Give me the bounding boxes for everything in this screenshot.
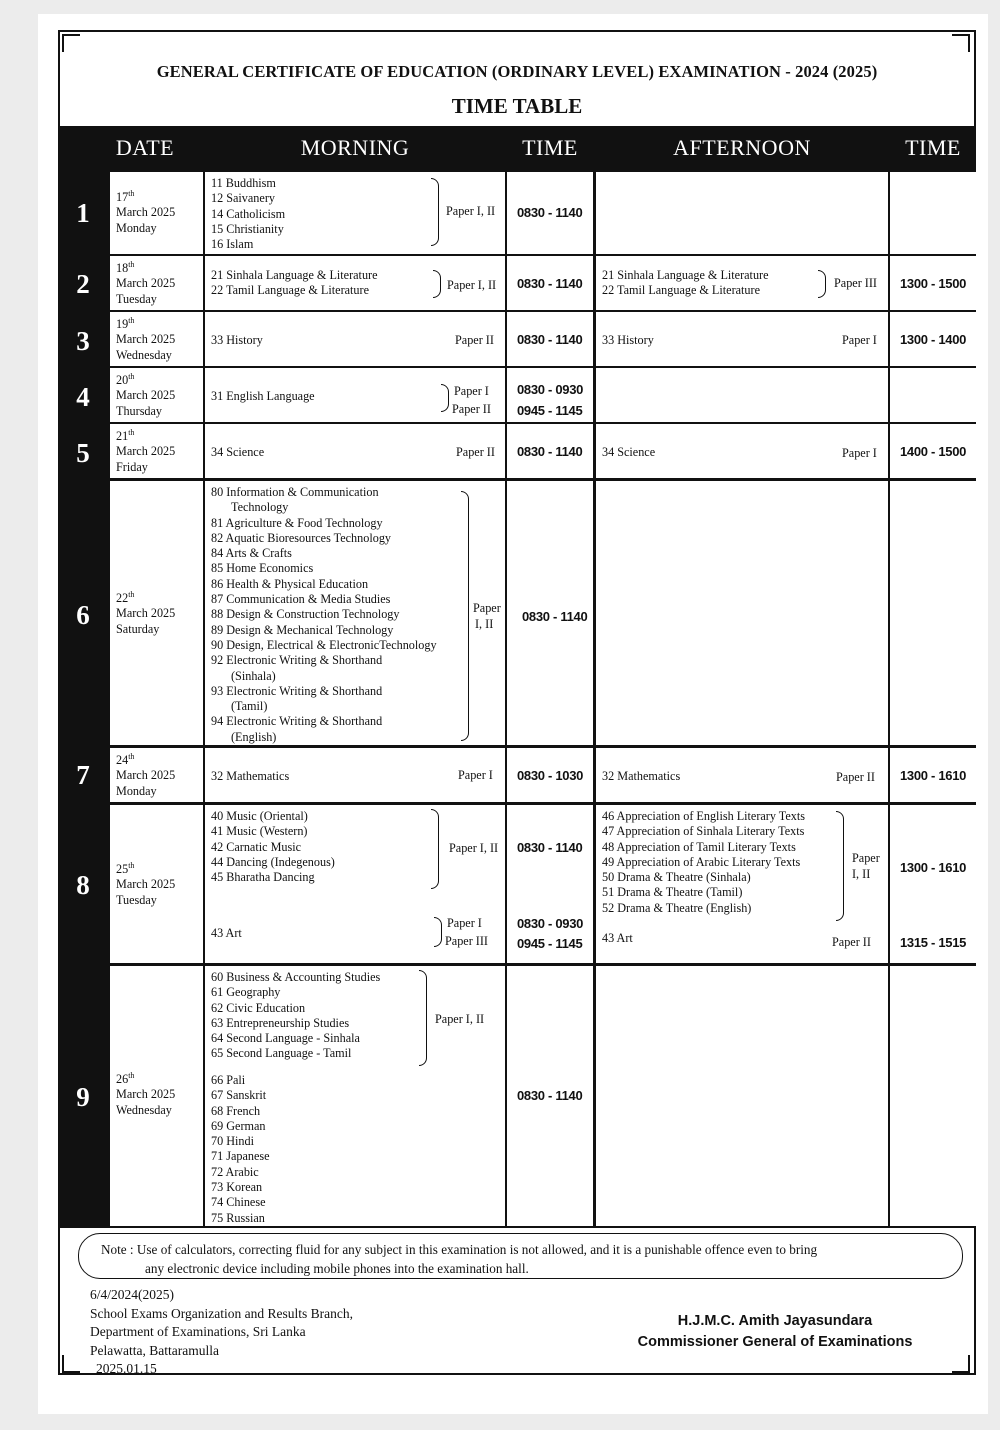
morning-cell: 34 Science Paper II <box>205 424 505 478</box>
paper-label: Paper <box>473 601 501 615</box>
date-cell: 21th March 2025 Friday <box>110 424 203 478</box>
date-cell: 17th March 2025 Monday <box>110 172 203 254</box>
paper-label: Paper III <box>445 934 488 948</box>
date-cell: 20th March 2025 Thursday <box>110 368 203 422</box>
morning-time-cell: 0830 - 1140 <box>507 481 593 745</box>
column-header-afternoon-time: TIME <box>905 135 961 160</box>
morning-time-cell: 0830 - 1140 <box>507 256 593 310</box>
date-cell: 22th March 2025 Saturday <box>110 481 203 745</box>
frame-corner-ornament <box>952 1355 970 1373</box>
date-cell: 24th March 2025 Monday <box>110 748 203 802</box>
afternoon-time-cell <box>890 966 976 1226</box>
timetable-title: TIME TABLE <box>451 94 583 118</box>
frame-corner-ornament <box>62 34 80 52</box>
footer-address: 6/4/2024(2025) School Exams Organization and Results Branch, Department of Examinations, Sri Lanka Pelawatta, Battaramulla 2025.01.15 <box>90 1287 353 1376</box>
morning-cell: 32 Mathematics Paper I <box>205 748 505 802</box>
paper-label: Paper <box>852 851 880 865</box>
paper-label: Paper I <box>447 916 482 930</box>
afternoon-time-cell: 1300 - 1500 <box>890 256 976 310</box>
paper-label: Paper I, II <box>449 841 499 855</box>
brace-icon <box>419 970 427 1066</box>
afternoon-time-cell <box>890 481 976 745</box>
day-number: 9 <box>76 1082 90 1112</box>
morning-cell: 40 Music (Oriental) 41 Music (Western) 42 Carnatic Music 44 Dancing (Indegenous) 45 Bharatha Dancing Paper I, II 43 Art Paper I Paper III <box>205 805 505 963</box>
day-number: 5 <box>76 438 90 468</box>
afternoon-cell <box>596 256 888 310</box>
paper-label: Paper II <box>832 935 871 949</box>
brace-icon <box>461 491 469 741</box>
afternoon-time-cell: 1400 - 1500 <box>890 424 976 478</box>
paper-label: Paper I <box>458 768 493 782</box>
subject-list: 66 Pali 67 Sanskrit 68 French 69 German 70 Hindi 71 Japanese 72 Arabic 73 Korean 74 Chinese 75 Russian <box>211 1073 270 1225</box>
date-cell: 26th March 2025 Wednesday <box>110 966 203 1226</box>
brace-icon <box>818 270 826 298</box>
afternoon-time-cell: 1300 - 1400 <box>890 312 976 366</box>
morning-time-cell: 0830 - 1030 <box>507 748 593 802</box>
afternoon-cell: 32 Mathematics Paper II <box>596 748 888 802</box>
note-box: Note : Use of calculators, correcting fluid for any subject in this examination is not allowed, and it is a punishable offence even to bring any electronic device including mobile phones into the examination hall. <box>78 1233 963 1279</box>
paper-label: Paper II <box>455 333 494 347</box>
paper-label: Paper I, II <box>446 204 496 218</box>
afternoon-time-cell <box>890 368 976 422</box>
paper-label: Paper I, II <box>435 1012 485 1026</box>
subject-list: 40 Music (Oriental) 41 Music (Western) 42 Carnatic Music 44 Dancing (Indegenous) 45 Bharatha Dancing <box>211 809 335 885</box>
morning-time-cell: 0830 - 1140 <box>507 966 593 1226</box>
afternoon-cell <box>596 172 888 254</box>
afternoon-cell <box>596 481 888 745</box>
morning-time-cell: 0830 - 1140 <box>507 424 593 478</box>
morning-time-cell: 0830 - 0930 0945 - 1145 <box>507 368 593 422</box>
subject-list: 46 Appreciation of English Literary Texts 47 Appreciation of Sinhala Literary Texts 48 Appreciation of Tamil Literary Texts 49 Appreciation of Arabic Literary Texts 50 Drama & Theatre (Sinhala) 51 Drama & Theatre (Tamil) 52 Drama & Theatre (English) <box>602 809 806 915</box>
subject-list: 11 Buddhism 12 Saivanery 14 Catholicism 15 Christianity 16 Islam <box>211 176 286 252</box>
day-number: 4 <box>76 382 90 412</box>
morning-cell <box>205 481 505 745</box>
afternoon-cell: 34 Science Paper I <box>596 424 888 478</box>
column-header-morning: MORNING <box>300 135 410 160</box>
morning-cell <box>205 172 505 254</box>
morning-cell: 31 English Language Paper I Paper II <box>205 368 505 422</box>
afternoon-cell: 46 Appreciation of English Literary Texts 47 Appreciation of Sinhala Literary Texts 48 Appreciation of Tamil Literary Texts 49 Appreciation of Arabic Literary Texts 50 Drama & Theatre (Sinhala) 51 Drama & Theatre (Tamil) 52 Drama & Theatre (English) Paper I, II 43 Art Paper II <box>596 805 888 963</box>
signature-block: H.J.M.C. Amith Jayasundara Commissioner General of Examinations <box>637 1313 913 1350</box>
paper-label: Paper II <box>836 770 875 784</box>
date-cell: 19th March 2025 Wednesday <box>110 312 203 366</box>
paper-label: I, II <box>852 867 871 881</box>
day-number: 8 <box>76 870 90 900</box>
day-number: 2 <box>76 269 90 299</box>
exam-title: GENERAL CERTIFICATE OF EDUCATION (ORDINARY LEVEL) EXAMINATION - 2024 (2025) <box>156 62 878 81</box>
morning-time-cell: 0830 - 1140 <box>507 172 593 254</box>
afternoon-time-cell <box>890 172 976 254</box>
subject-list: 21 Sinhala Language & Literature 22 Tamil Language & Literature <box>211 268 378 298</box>
subject-list: 60 Business & Accounting Studies 61 Geography 62 Civic Education 63 Entrepreneurship Studies 64 Second Language - Sinhala 65 Second Language - Tamil <box>211 970 381 1061</box>
morning-time-cell: 0830 - 1140 0830 - 0930 0945 - 1145 <box>507 805 593 963</box>
day-number: 6 <box>76 600 90 630</box>
subject-list: 80 Information & Communication Technology 81 Agriculture & Food Technology 82 Aquatic Bioresources Technology 84 Arts & Crafts 85 Home Economics 86 Health & Physical Education 87 Communication & Media Studies 88 Design & Construction Technology 89 Design & Mechanical Technology 90 Design, Electrical & ElectronicTechnology 92 Electronic Writing & Shorthand (Sinhala) 93 Electronic Writing & Shorthand (Tamil) 94 Electronic Writing & Shorthand (English) <box>211 485 437 744</box>
subject-list: 21 Sinhala Language & Literature 22 Tamil Language & Literature <box>602 268 769 298</box>
paper-label: Paper II <box>456 445 495 459</box>
paper-label: Paper II <box>452 402 491 416</box>
date-cell: 25th March 2025 Tuesday <box>110 805 203 963</box>
paper-label: Paper I <box>454 384 489 398</box>
morning-time-cell: 0830 - 1140 <box>507 312 593 366</box>
date-cell: 18th March 2025 Tuesday <box>110 256 203 310</box>
brace-icon <box>431 809 439 889</box>
day-number: 1 <box>76 198 90 228</box>
paper-label: Paper I <box>842 446 877 460</box>
paper-label: I, II <box>475 617 494 631</box>
morning-cell <box>205 256 505 310</box>
afternoon-cell: 33 History Paper I <box>596 312 888 366</box>
afternoon-cell <box>596 966 888 1226</box>
paper-label: Paper I <box>842 333 877 347</box>
frame-corner-ornament <box>952 34 970 52</box>
paper-label: Paper I, II <box>447 278 497 292</box>
brace-icon <box>433 270 441 298</box>
brace-icon <box>431 178 439 246</box>
day-number: 3 <box>76 326 90 356</box>
brace-icon <box>836 811 844 921</box>
morning-cell <box>205 966 505 1226</box>
morning-cell: 33 History Paper II <box>205 312 505 366</box>
brace-icon <box>434 917 442 947</box>
column-header-date: DATE <box>115 135 175 160</box>
column-header-afternoon: AFTERNOON <box>673 135 811 160</box>
afternoon-cell <box>596 368 888 422</box>
paper-label: Paper III <box>834 276 877 290</box>
frame-corner-ornament <box>62 1355 80 1373</box>
afternoon-time-cell: 1300 - 1610 <box>890 748 976 802</box>
column-header-morning-time: TIME <box>522 135 578 160</box>
afternoon-time-cell: 1300 - 1610 1315 - 1515 <box>890 805 976 963</box>
day-number: 7 <box>76 760 90 790</box>
brace-icon <box>441 384 449 412</box>
